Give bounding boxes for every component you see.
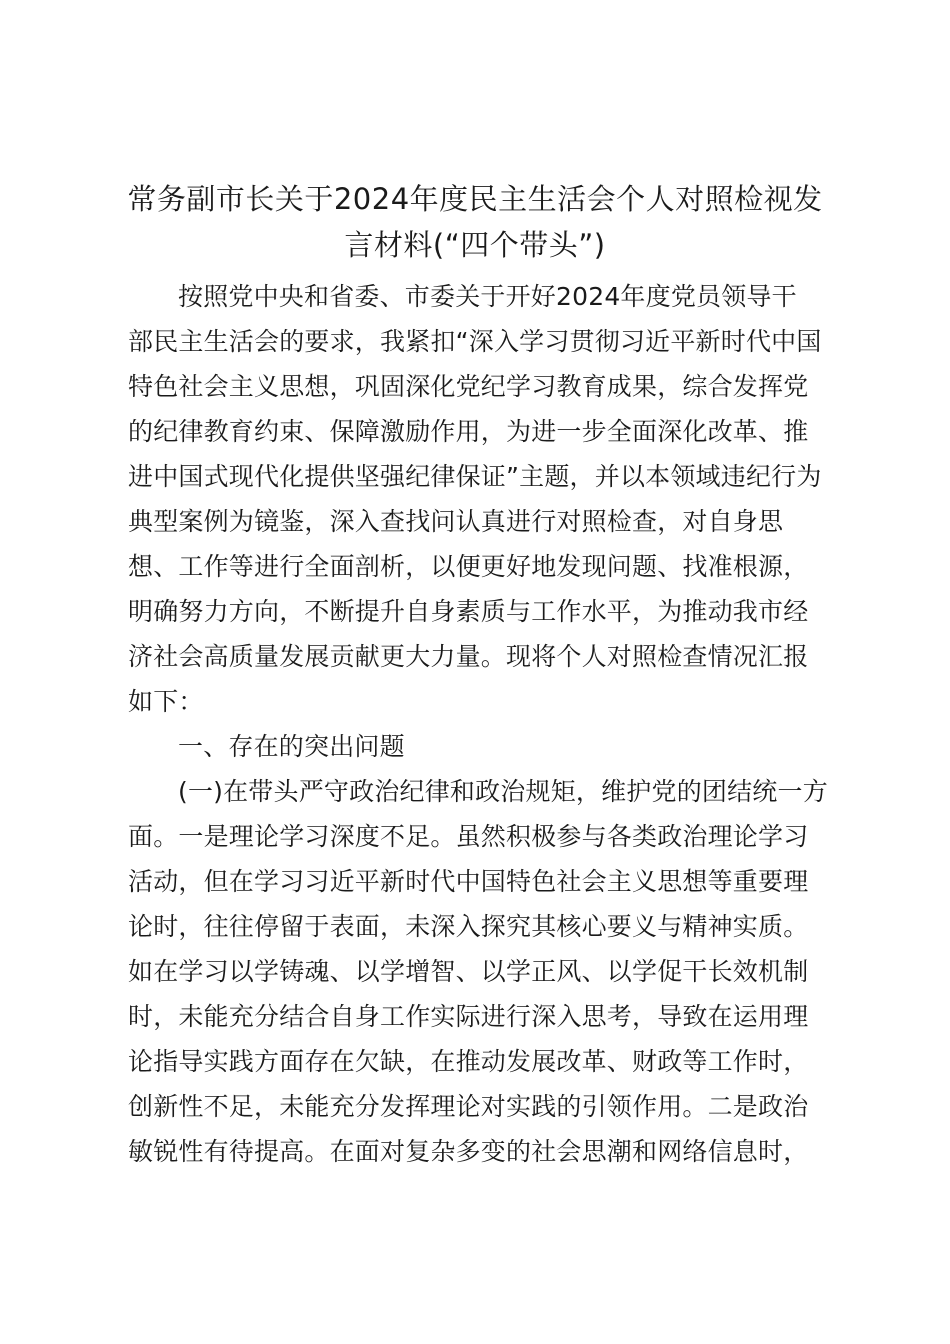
body-line: 时，未能充分结合自身工作实际进行深入思考，导致在运用理 <box>128 1002 809 1031</box>
body-line: 论指导实践方面存在欠缺，在推动发展改革、财政等工作时， <box>128 1047 809 1076</box>
document-title <box>120 176 830 268</box>
title-line-1: 常务副市长关于2024年度民主生活会个人对照检视发 <box>127 182 823 216</box>
body-line: 典型案例为镜鉴，深入查找问认真进行对照检查，对自身思 <box>128 507 784 536</box>
body-line: 特色社会主义思想，巩固深化党纪学习教育成果，综合发挥党 <box>128 372 809 401</box>
body-line: 活动，但在学习习近平新时代中国特色社会主义思想等重要理 <box>128 867 809 896</box>
body-line: 如在学习以学铸魂、以学增智、以学正风、以学促干长效机制 <box>128 957 809 986</box>
body-line: (一)在带头严守政治纪律和政治规矩，维护党的团结统一方 <box>178 777 828 806</box>
body-line: 部民主生活会的要求，我紧扣“深入学习贯彻习近平新时代中国 <box>128 327 822 356</box>
section-heading: 一、存在的突出问题 <box>178 732 405 761</box>
body-line: 的纪律教育约束、保障激励作用，为进一步全面深化改革、推 <box>128 417 809 446</box>
body-line: 如下： <box>128 687 204 716</box>
body-line: 进中国式现代化提供坚强纪律保证”主题，并以本领域违纪行为 <box>128 462 822 491</box>
body-line: 济社会高质量发展贡献更大力量。现将个人对照检查情况汇报 <box>128 642 809 671</box>
body-line: 创新性不足，未能充分发挥理论对实践的引领作用。二是政治 <box>128 1092 809 1121</box>
body-line: 想、工作等进行全面剖析，以便更好地发现问题、找准根源， <box>128 552 809 581</box>
body-line: 敏锐性有待提高。在面对复杂多变的社会思潮和网络信息时， <box>128 1137 809 1166</box>
body-line: 面。一是理论学习深度不足。虽然积极参与各类政治理论学习 <box>128 822 809 851</box>
body-line: 论时，往往停留于表面，未深入探究其核心要义与精神实质。 <box>128 912 809 941</box>
body-line: 明确努力方向，不断提升自身素质与工作水平，为推动我市经 <box>128 597 809 626</box>
title-line-2: 言材料(“四个带头”) <box>344 228 606 262</box>
body-line: 按照党中央和省委、市委关于开好2024年度党员领导干 <box>178 282 797 311</box>
